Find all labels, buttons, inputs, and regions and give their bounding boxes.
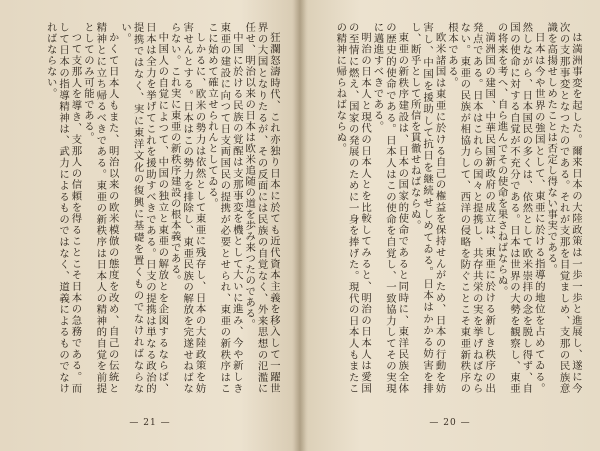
left-page-text: [40, 22, 280, 394]
right-page: [300, 0, 600, 451]
paragraph: かくて日本人もまた、明治以来の欧米模倣の態度を改め、自己の伝統と精神とに立ち帰るべきである。東亜の新秩序は日本人の精神的自覚を前提としてのみ可能である。: [81, 22, 119, 394]
paragraph: 東亜の新秩序建設は、日本の国家的使命であると同時に、東洋民族全体の歴史的使命である。日本人はこの使命を自覚し、一致協力してその実現に邁進すべきである。: [371, 22, 409, 394]
paragraph: つて支那人を導き、支那人の信頼を得ることこそ日本の急務である。而して日本の指導精神は、武力によるものではなく、道義によるものでなければならない。: [44, 22, 82, 394]
right-page-number: — 20 —: [429, 418, 471, 428]
paragraph: しかるに、欧米の勢力は依然として東亜に残存し、日本の大陸政策を妨害せんとする。日本はこの勢力を排除し、東亜民族の解放を完遂せねばならない。これ実に東亜の新秩序建設の根本義である。: [168, 22, 206, 394]
paragraph: は満洲事変を起した。爾来日本の大陸政策は一歩一歩と進展し、遂に今次の支那事変となつたのである。それが支那を目覚ましめ、支那の民族意識を高揚せしめたことは否定し得ない事実である。: [545, 22, 582, 394]
left-page-number: — 21 —: [129, 418, 171, 428]
paragraph: 中国人の自覚によつて、中国の独立と東亜の解放とを企図するならば、日本は全力を挙げてこれを援助すべきである。日支の提携は単なる政治的提携ではなく、実に東洋文化の復興に基礎を置くものでなければならない。: [119, 22, 169, 394]
paragraph: 明治の日本人と現代の日本人とを比較してみると、明治の日本人は愛国の至情に燃え、国家の発展のために一身を捧げた。現代の日本人もまたこの精神に帰らねばならぬ。: [334, 22, 372, 394]
paragraph: 中国に於ける民族の覚醒は支那事変を機として大いに進み、今や新しき東亜の建設に向つて日支両国民の提携が必要とせられ、東亜の新秩序はここに始めて確立せられんとしてゐる。: [205, 22, 243, 394]
right-page-text: [330, 22, 582, 394]
paragraph: 狂瀾怒濤時代、これ亦独り日本に於ても近代資本主義を移入して一躍世界の大国となりたるが、その反面には民族の自覚なく、外来思想の氾濫に任せ、明治以来の日本は欧米追随の道を歩み来つたのである。: [243, 22, 280, 394]
book-gutter: [292, 0, 308, 451]
paragraph: 満洲国の建国、中華民国新政府の成立は、東亜に於ける新しき秩序の出発点である。日本はこれらの国々と提携し、共存共栄の実を挙げねばならない。東亜の民族が相協力して、西洋の侵略を防ぐことこそ東亜新秩序の根本である。: [445, 22, 496, 394]
paragraph: 日本は今や世界の強国として、東亜に於ける指導的地位を占めてゐる。然しながら、日本国民の多くは、依然として欧米崇拝の念を脱し得ず、自国の使命に対する自覚が不充分である。日本は世界の大勢を観察し、東亜の将来を考へ、自ら進んでその使命を果さねばならぬ。: [495, 22, 545, 394]
paragraph: 欧米諸国は東亜に於ける自己の権益を保持せんがため、日本の行動を妨害し、中国を援助して抗日を継続せしめてゐる。日本はかかる妨害を排し、断乎として所信を貫徹せねばならぬ。: [408, 22, 446, 394]
